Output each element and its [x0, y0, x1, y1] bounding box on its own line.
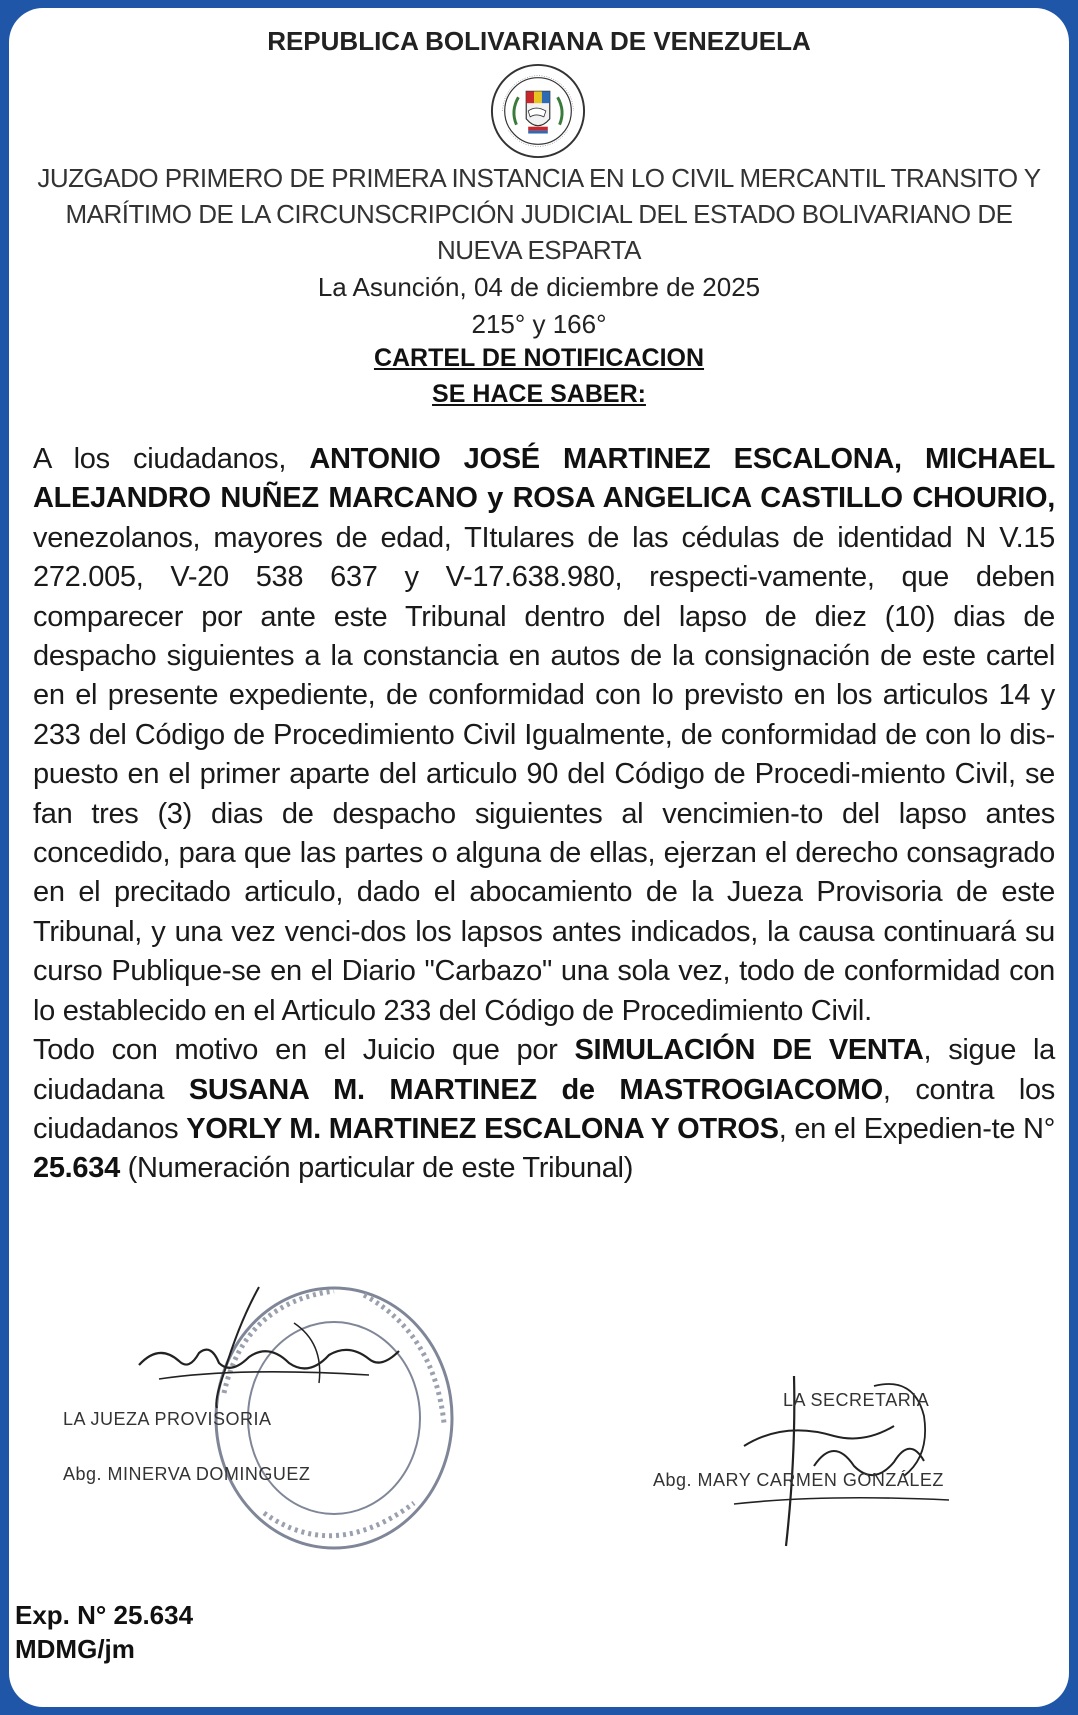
- p2-text-e: (Numeración particular de este Tribunal): [119, 1152, 634, 1185]
- p1-text: venezolanos, mayores de edad, TItulares de las cédulas de identidad N V.15 272.005, V-20 538 637 y V-17.638.980, respecti-vamente, que deben comparecer por ante este Tribunal dentro del lapso de diez (10) dias de despacho siguientes a la constancia en autos de la consignación de este cartel en el presente expediente, de conformidad con lo previsto en los articulos 14 y 233 del Código de Procedimiento Civil Igualmente, de conformidad de con lo dis-puesto en el primer aparte del articulo 90 del Código de Procedi-miento Civil, se fan tres (3) dias de despacho siguientes al vencimien-to del lapso antes concedido, para que las partes o alguna de ellas, ejerzan el derecho consagrado en el precitado articulo, dado el abocamiento de la Jueza Provisoria de este Tribunal, y una vez venci-dos los lapsos antes indicados, la causa continuará su curso Publique-se en el Diario "Carbazo" una sola vez, todo de conformidad con lo establecido en el Articulo 233 del Código de Procedimiento Civil.: [33, 521, 1055, 1027]
- footer-reference: [15, 1598, 193, 1666]
- republic-header: REPUBLICA BOLIVARIANA DE VENEZUELA: [267, 26, 811, 56]
- p2-text-a: Todo con motivo en el Juicio que por: [33, 1034, 575, 1067]
- notice-date: La Asunción, 04 de diciembre de 2025: [317, 272, 761, 302]
- p1-citizen-names: ANTONIO JOSÉ MARTINEZ ESCALONA, MICHAEL ALEJANDRO NUÑEZ MARCANO y ROSA ANGELICA CASTILLO CHOURIO,: [33, 443, 1055, 515]
- p2-text-c: , contra los ciudadanos: [33, 1073, 1055, 1145]
- body-paragraph-1: [33, 440, 1055, 1031]
- case-type: SIMULACIÓN DE VENTA: [574, 1034, 924, 1067]
- p2-text-b: , sigue la ciudadana: [33, 1034, 1055, 1106]
- notice-body: [33, 440, 1055, 1189]
- judge-signature-icon: [119, 1283, 409, 1413]
- notice-title: CARTEL DE NOTIFICACION: [373, 344, 705, 372]
- footer-exp-number: Exp. N° 25.634: [15, 1600, 194, 1630]
- notice-subtitle: SE HACE SABER:: [432, 380, 646, 408]
- judge-title: LA JUEZA PROVISORIA: [63, 1409, 272, 1429]
- notice-frame: [9, 8, 1069, 1707]
- footer-initials: MDMG/jm: [15, 1634, 135, 1664]
- case-number: 25.634: [33, 1152, 120, 1185]
- secretary-name: Abg. MARY CARMEN GONZÁLEZ: [653, 1470, 944, 1490]
- body-paragraph-2: [33, 1031, 1055, 1189]
- secretary-title: LA SECRETARIA: [783, 1390, 930, 1410]
- coat-of-arms-seal: [489, 62, 587, 160]
- notice-years: 215° y 166°: [471, 309, 607, 339]
- judge-name: Abg. MINERVA DOMINGUEZ: [63, 1464, 311, 1484]
- court-name: JUZGADO PRIMERO DE PRIMERA INSTANCIA EN LO CIVIL MERCANTIL TRANSITO Y MARÍTIMO DE LA CIRCUNSCRIPCIÓN JUDICIAL DEL ESTADO BOLIVARIANO DE NUEVA ESPARTA: [37, 163, 1041, 265]
- p1-intro: A los ciudadanos,: [33, 443, 310, 475]
- plaintiff-name: SUSANA M. MARTINEZ de MASTROGIACOMO: [188, 1073, 883, 1106]
- p2-text-d: , en el Expedien-te N°: [778, 1112, 1055, 1145]
- defendants-name: YORLY M. MARTINEZ ESCALONA Y OTROS: [186, 1112, 779, 1145]
